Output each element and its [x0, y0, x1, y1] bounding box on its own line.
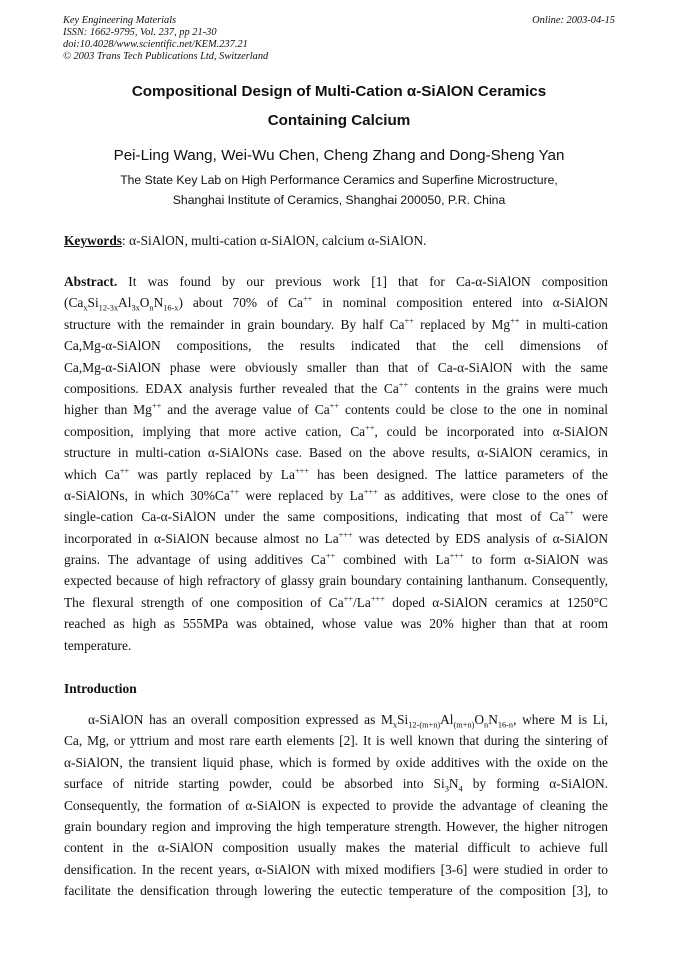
abstract-line: Ca,Mg-α-SiAlON phase were obviously smaller than that of Ca-α-SiAlON with the same — [64, 359, 608, 375]
abstract-line: expected because of high refractory of glassy grain boundary containing lanthanum. Consequently, — [64, 573, 608, 589]
introduction-line: grain boundary region and improving the high temperature strength. However, the higher nitrogen — [64, 818, 608, 834]
abstract-line: grains. The advantage of using additives Ca++ combined with La+++ to form α-SiAlON was — [64, 551, 609, 568]
introduction-line: Consequently, the formation of α-SiAlON is expected to provide the advantage of cleaning the — [64, 797, 608, 813]
journal-name: Key Engineering Materials — [63, 15, 177, 26]
abstract-line: temperature. — [64, 637, 132, 653]
abstract-line: The flexural strength of one composition of Ca++/La+++ doped α-SiAlON ceramics at 1250°C — [64, 594, 608, 610]
abstract-line: Ca,Mg-α-SiAlON compositions, the results indicated that the cell dimensions of — [64, 338, 608, 354]
introduction-line: densification. In the recent years, α-SiAlON with mixed modifiers [3-6] were studied in order to — [64, 861, 608, 877]
keywords — [64, 233, 427, 249]
introduction-heading: Introduction — [64, 681, 137, 696]
abstract-label: Abstract. — [64, 274, 118, 289]
affiliation-line-2: Shanghai Institute of Ceramics, Shanghai 200050, P.R. China — [172, 193, 506, 207]
abstract-line: incorporated in α-SiAlON because almost no La+++ was detected by EDS analysis of α-SiAlON — [64, 530, 608, 546]
abstract-first-line-text: It was found by our previous work [1] that for Ca-α-SiAlON composition — [117, 274, 608, 289]
abstract-line: which Ca++ was partly replaced by La+++ has been designed. The lattice parameters of the — [64, 466, 608, 482]
abstract-line — [64, 271, 608, 292]
abstract-line: reached as high as 555MPa was obtained, whose value was 20% higher than that at room — [64, 616, 608, 632]
introduction-line: α-SiAlON has an overall composition expressed as $M_xSi_{12-(m+n)}Al_{(m+n)}O_nN_{16-n}$, where M is Li, — [88, 712, 608, 730]
abstract-line: structure with the remainder in grain boundary. By half Ca++ replaced by Mg++ in multi-cation — [64, 316, 608, 332]
abstract-line: structure in multi-cation α-SiAlONs case. Based on the above results, α-SiAlON ceramics, in — [64, 445, 608, 461]
copyright-line: © 2003 Trans Tech Publications Ltd, Switzerland — [63, 51, 269, 62]
online-date: Online: 2003-04-15 — [532, 15, 615, 26]
doi-line: doi:10.4028/www.scientific.net/KEM.237.21 — [63, 39, 248, 50]
paper-title-line-2: Containing Calcium — [267, 112, 411, 129]
keywords-text: : α-SiAlON, multi-cation α-SiAlON, calcium α-SiAlON. — [122, 233, 427, 248]
abstract-line: higher than Mg++ and the average value of Ca++ contents could be close to the one in nominal — [64, 401, 608, 418]
introduction-line: Ca, Mg, or yttrium and most rare earth elements [2]. It is well known that during the sintering of — [64, 733, 608, 749]
paper-title-line-1: Compositional Design of Multi-Cation α-SiAlON Ceramics — [131, 83, 547, 100]
affiliation-line-1: The State Key Lab on High Performance Ceramics and Superfine Microstructure, — [120, 173, 558, 187]
abstract — [64, 271, 608, 656]
introduction-line: facilitate the densification through lowering the eutectic temperature of the composition [3], to — [64, 883, 608, 899]
author-list: Pei-Ling Wang, Wei-Wu Chen, Cheng Zhang and Dong-Sheng Yan — [113, 147, 565, 164]
keywords-label: Keywords — [64, 233, 123, 248]
abstract-line: composition, implying that more active cation, Ca++, could be incorporated into α-SiAlON — [64, 423, 608, 439]
introduction-body — [64, 709, 608, 902]
journal-header — [63, 15, 615, 63]
introduction-line: content in the α-SiAlON composition usually makes the material difficult to achieve full — [64, 840, 608, 856]
abstract-line: single-cation Ca-α-SiAlON under the same compositions, indicating that most of Ca++ were — [64, 508, 608, 525]
abstract-line: $(Ca_xSi_{12-3x}Al_{3x}O_nN_{16-x})$ about 70% of Ca++ in nominal composition entered into α-SiAlON — [64, 294, 608, 314]
issn-line: ISSN: 1662-9795, Vol. 237, pp 21-30 — [63, 27, 217, 38]
introduction-line: surface of nitride starting powder, could be absorbed into $Si_3N_4$ by forming α-SiAlON. — [64, 776, 608, 794]
introduction-line: α-SiAlON, the transient liquid phase, which is formed by oxide additives with the oxide on the — [64, 754, 608, 770]
abstract-line: α-SiAlONs, in which 30%Ca++ were replaced by La+++ as additives, were close to the ones of — [64, 487, 608, 503]
abstract-line: compositions. EDAX analysis further revealed that the Ca++ contents in the grains were much — [64, 380, 608, 396]
